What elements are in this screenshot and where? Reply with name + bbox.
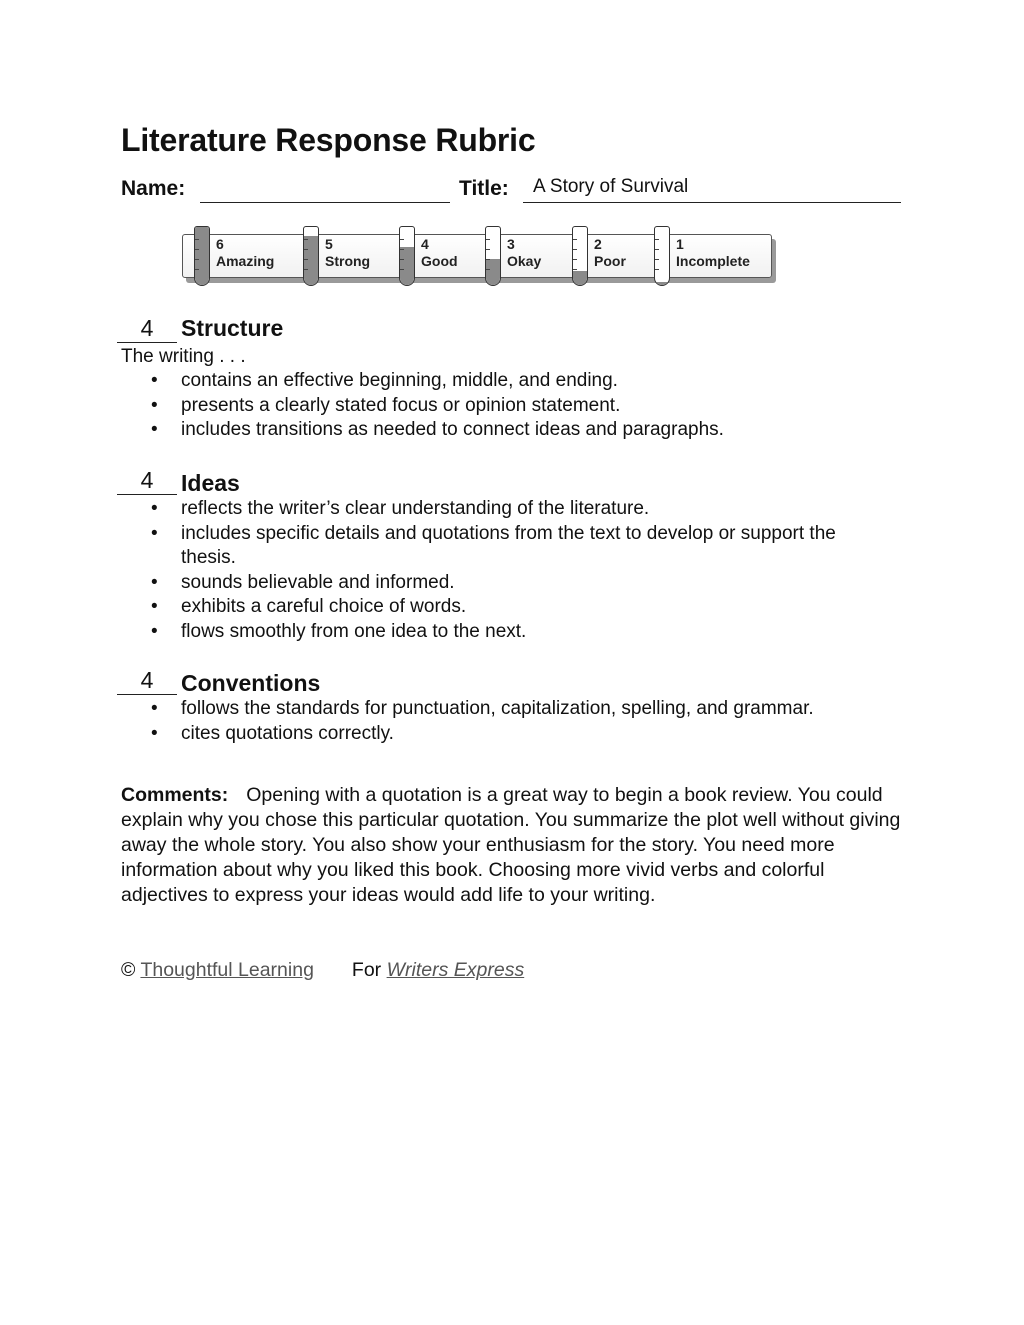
scale-item-1: 1 Incomplete (676, 236, 750, 269)
list-item: • flows smoothly from one idea to the next. (121, 620, 861, 645)
for-label: For (351, 959, 382, 981)
page-title: Literature Response Rubric (121, 122, 536, 158)
thoughtful-learning-link[interactable]: Thoughtful Learning (140, 959, 314, 981)
name-field[interactable] (200, 182, 450, 203)
thermometer-icon-6 (194, 226, 210, 286)
ideas-heading: Ideas (181, 470, 240, 496)
thermometer-icon-1 (654, 226, 670, 286)
scale-item-3: 3 Okay (507, 236, 542, 269)
conventions-criteria-list (121, 697, 861, 746)
rating-scale (180, 226, 780, 290)
thermometer-icon-2 (572, 226, 588, 286)
ideas-score[interactable]: 4 (140, 467, 154, 493)
list-item: • includes transitions as needed to connect ideas and paragraphs. (121, 418, 861, 443)
thermometer-icon-5 (303, 226, 319, 286)
footer (121, 959, 524, 982)
structure-intro: The writing . . . (121, 346, 246, 367)
ideas-criteria-list (121, 497, 861, 644)
structure-score[interactable]: 4 (140, 315, 154, 341)
list-item: • cites quotations correctly. (121, 722, 861, 747)
list-item: • sounds believable and informed. (121, 571, 861, 596)
conventions-score-line (117, 694, 177, 695)
copyright-symbol: © (121, 959, 136, 981)
ideas-score-line (117, 494, 177, 495)
list-item: • follows the standards for punctuation, capitalization, spelling, and grammar. (121, 697, 861, 722)
structure-score-line (117, 342, 177, 343)
list-item: • exhibits a careful choice of words. (121, 595, 861, 620)
thermometer-icon-3 (485, 226, 501, 286)
thermometer-icon-4 (399, 226, 415, 286)
structure-heading: Structure (181, 315, 284, 341)
name-label: Name: (121, 177, 186, 200)
list-item: • includes specific details and quotations from the text to develop or support the thesis. (121, 522, 861, 571)
list-item: • presents a clearly stated focus or opinion statement. (121, 394, 861, 419)
title-field[interactable] (523, 176, 901, 203)
structure-criteria-list (121, 369, 861, 443)
scale-item-6: 6 Amazing (216, 236, 275, 269)
title-value: A Story of Survival (533, 176, 689, 197)
comments-label: Comments: (121, 784, 229, 806)
scale-item-2: 2 Poor (594, 236, 626, 269)
scale-item-4: 4 Good (421, 236, 458, 269)
comments-text: Opening with a quotation is a great way to begin a book review. You could explain why you chose this particular quotation. You summarize the plot well without giving away the whole story. You also show your enthusiasm for the story. You need more information about why you liked this book. Choosing more vivid verbs and colorful adjectives to express your ideas would add life to your writing. (121, 784, 901, 906)
conventions-score[interactable]: 4 (140, 667, 154, 693)
list-item: • contains an effective beginning, middle, and ending. (121, 369, 861, 394)
scale-item-5: 5 Strong (325, 236, 371, 269)
list-item: • reflects the writer’s clear understanding of the literature. (121, 497, 861, 522)
comments-block (121, 783, 901, 908)
conventions-heading: Conventions (181, 670, 321, 696)
writers-express-link[interactable]: Writers Express (386, 959, 525, 981)
title-label: Title: (459, 177, 509, 200)
